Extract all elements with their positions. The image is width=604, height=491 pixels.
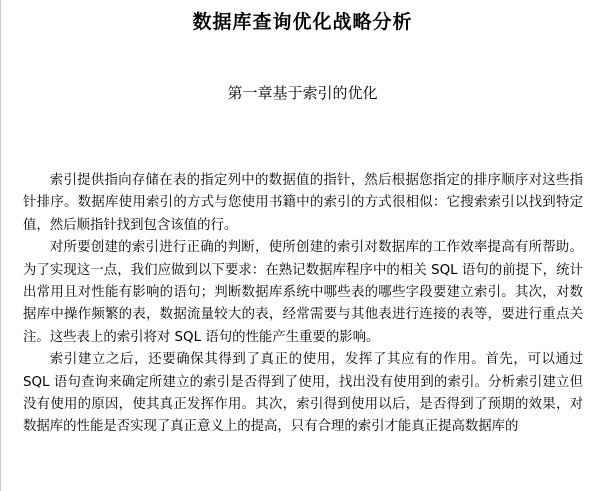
paragraph-3: 索引建立之后，还要确保其得到了真正的使用，发挥了其应有的作用。首先，可以通过 SQL 语句查询来确定所建立的索引是否得到了使用，找出没有使用到的索引。分析索引建立但没有使用的原因，使其真正发挥作用。其次，索引得到使用以后，是否得到了预期的效果，对数据库的性能是否实现了真正意义上的提高，只有合理的索引才能真正提高数据库的 <box>23 352 583 435</box>
paragraph-2: 对所要创建的索引进行正确的判断，使所创建的索引对数据库的工作效率提高有所帮助。为了实现这一点，我们应做到以下要求：在熟记数据库程序中的相关 SQL 语句的前提下，统计出常用且对性能有影响的语句；判断数据库系统中哪些表的哪些字段要建立索引。其次，对数据库中操作频繁的表，数据流量较大的表，经常需要与其他表进行连接的表等，要进行重点关注。这些表上的索引将对 SQL 语句的性能产生重要的影响。 <box>23 240 583 345</box>
body-text <box>23 170 583 439</box>
paragraph-1: 索引提供指向存储在表的指定列中的数据值的指针，然后根据您指定的排序顺序对这些指针排序。数据库使用索引的方式与您使用书籍中的索引的方式很相似：它搜索索引以找到特定值，然后顺指针找到包含该值的行。 <box>23 173 583 233</box>
document-title: 数据库查询优化战略分析 <box>192 11 413 33</box>
chapter-title: 第一章基于索引的优化 <box>227 84 378 102</box>
